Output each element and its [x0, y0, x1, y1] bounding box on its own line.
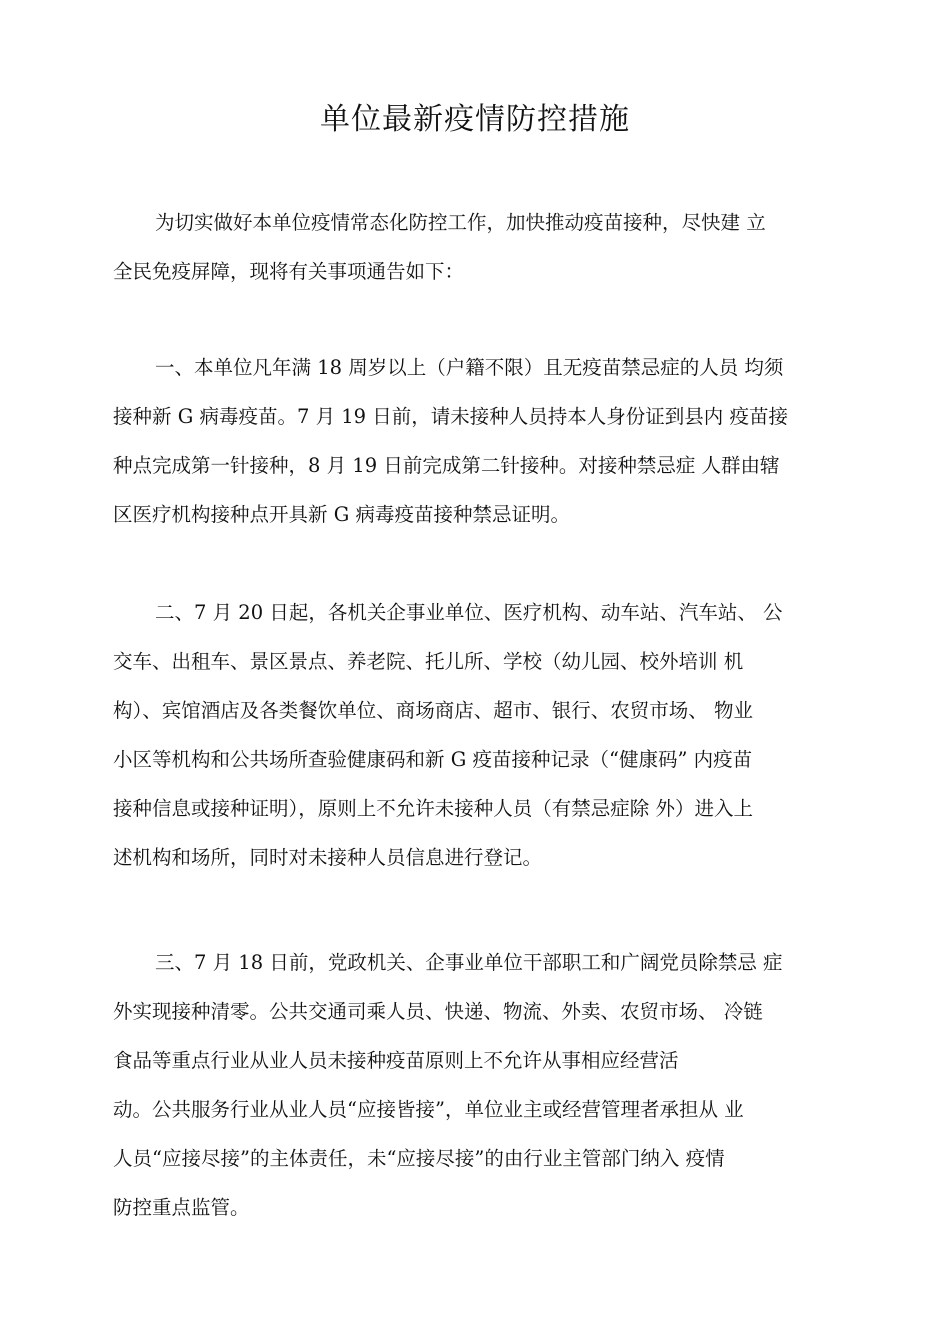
paragraph-line: 防控重点监管。 — [113, 1196, 250, 1219]
paragraph-item-one — [113, 343, 833, 539]
paragraph-line: 接种信息或接种证明），原则上不允许未接种人员（有禁忌症除 外）进入上 — [113, 797, 753, 820]
paragraph-line: 交车、出租车、景区景点、养老院、托儿所、学校（幼儿园、校外培训 机 — [113, 650, 744, 673]
paragraph-line: 种点完成第一针接种，8 月 19 日前完成第二针接种。对接种禁忌症 人群由辖 — [113, 454, 780, 477]
paragraph-line: 二、7 月 20 日起，各机关企事业单位、医疗机构、动车站、汽车站、 公 — [155, 601, 783, 624]
paragraph-line: 述机构和场所，同时对未接种人员信息进行登记。 — [113, 846, 543, 869]
paragraph-item-three — [113, 938, 833, 1232]
paragraph-line: 区医疗机构接种点开具新 G 病毒疫苗接种禁忌证明。 — [113, 503, 570, 526]
paragraph-line: 动。公共服务行业从业人员“应接皆接”，单位业主或经营管理者承担从 业 — [113, 1098, 744, 1121]
document-title: 单位最新疫情防控措施 — [320, 102, 630, 137]
paragraph-line: 接种新 G 病毒疫苗。7 月 19 日前，请未接种人员持本人身份证到县内 疫苗接 — [113, 405, 788, 428]
paragraph-line: 三、7 月 18 日前，党政机关、企事业单位干部职工和广阔党员除禁忌 症 — [155, 951, 783, 974]
paragraph-item-two — [113, 588, 833, 882]
paragraph-line: 食品等重点行业从业人员未接种疫苗原则上不允许从事相应经营活 — [113, 1049, 679, 1072]
paragraph-intro — [113, 198, 833, 296]
paragraph-line: 人员“应接尽接”的主体责任，未“应接尽接”的由行业主管部门纳入 疫情 — [113, 1147, 725, 1170]
paragraph-line: 外实现接种清零。公共交通司乘人员、快递、物流、外卖、农贸市场、 冷链 — [113, 1000, 763, 1023]
paragraph-line: 全民免疫屏障，现将有关事项通告如下： — [113, 260, 465, 283]
paragraph-line: 小区等机构和公共场所查验健康码和新 G 疫苗接种记录（“健康码” 内疫苗 — [113, 748, 753, 771]
paragraph-line: 为切实做好本单位疫情常态化防控工作，加快推动疫苗接种，尽快建 立 — [155, 211, 766, 234]
paragraph-line: 构）、宾馆酒店及各类餐饮单位、商场商店、超市、银行、农贸市场、 物业 — [113, 699, 753, 722]
paragraph-line: 一、本单位凡年满 18 周岁以上（户籍不限）且无疫苗禁忌症的人员 均须 — [155, 356, 784, 379]
